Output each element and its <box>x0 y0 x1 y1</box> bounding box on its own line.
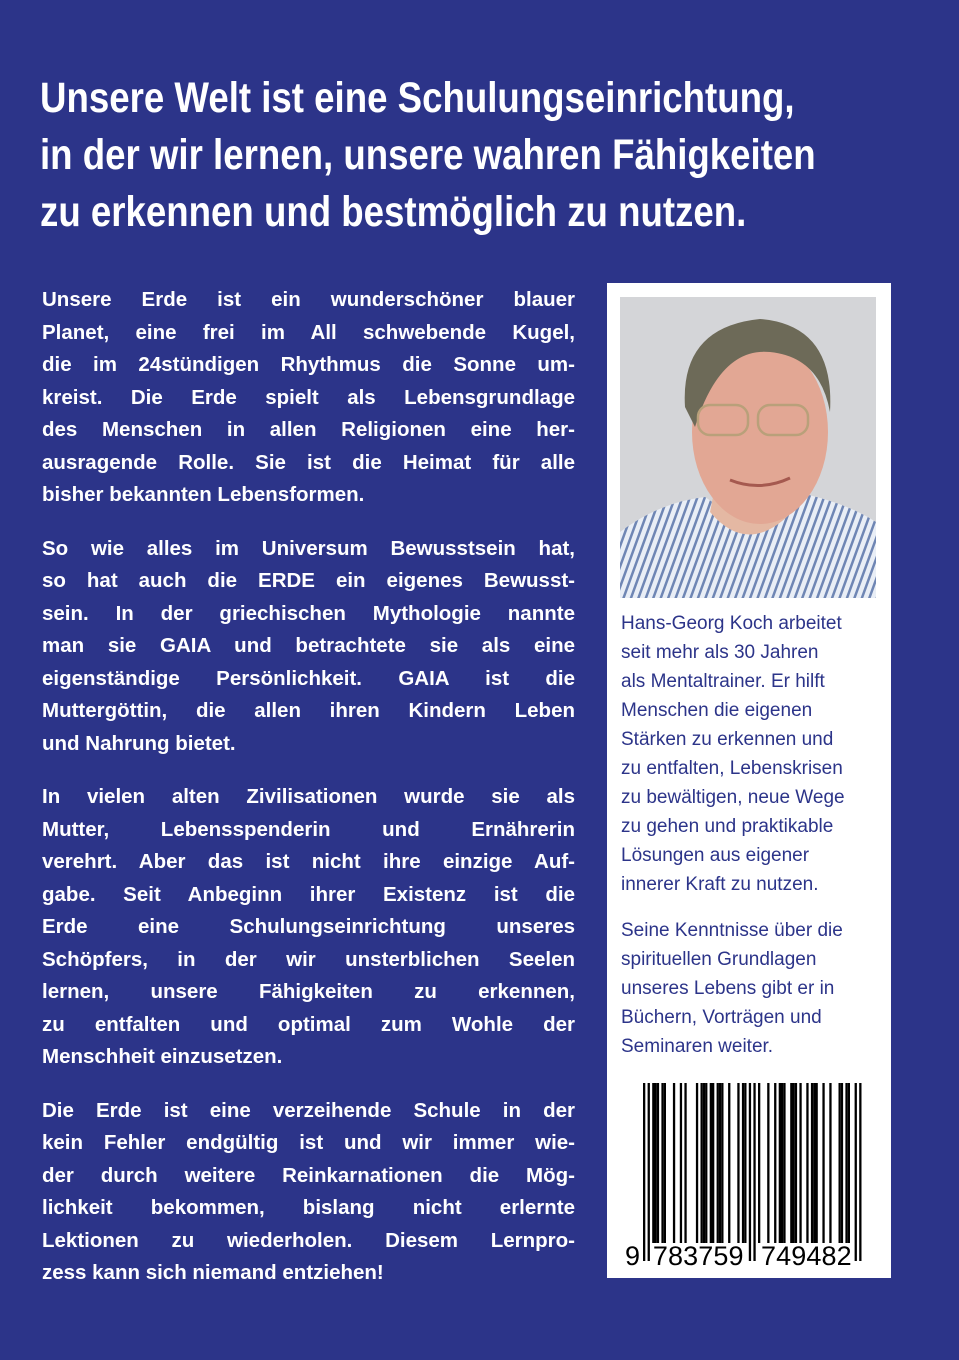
body-line: kein Fehler endgültig ist und wir immer wie- <box>42 1131 575 1154</box>
body-line: lernen, unsere Fähigkeiten zu erkennen, <box>42 980 575 1003</box>
barcode-bar <box>811 1083 813 1243</box>
barcode-bar <box>816 1083 818 1243</box>
body-line: lichkeit bekommen, bislang nicht erlernte <box>42 1196 575 1219</box>
barcode-bar <box>790 1083 792 1243</box>
author-bio <box>621 609 845 1078</box>
body-line: zu entfalten und optimal zum Wohle der <box>42 1012 575 1036</box>
bio-line: unseres Lebens gibt er in <box>621 978 835 999</box>
body-line: und Nahrung bietet. <box>42 731 236 755</box>
isbn-barcode <box>621 1083 877 1273</box>
bio-line: zu entfalten, Lebenskrisen <box>621 758 843 779</box>
body-line: bisher bekannten Lebensformen. <box>42 483 365 506</box>
barcode-bar <box>848 1083 850 1243</box>
body-text <box>42 284 575 1311</box>
bio-line: innerer Kraft zu nutzen. <box>621 874 819 895</box>
bio-paragraph <box>621 916 845 1061</box>
barcode-bar <box>652 1083 654 1243</box>
bio-line: Lösungen aus eigener <box>621 845 810 866</box>
isbn-digits: 783759 <box>652 1241 744 1271</box>
barcode-bar <box>744 1083 746 1243</box>
body-line: eigenständige Persönlichkeit. GAIA ist die <box>42 666 575 690</box>
barcode-bar <box>684 1083 686 1243</box>
barcode-bar <box>655 1083 657 1243</box>
body-line: Mutter, Lebensspenderin und Ernährerin <box>42 817 575 841</box>
body-line: Planet, eine frei im All schwebende Kugel, <box>42 320 575 344</box>
body-paragraph <box>42 1095 575 1290</box>
barcode-bar <box>779 1083 781 1243</box>
barcode-bar <box>728 1083 730 1243</box>
body-line: verehrt. Aber das ist nicht ihre einzige Auf- <box>42 850 575 873</box>
barcode-bar <box>845 1083 847 1243</box>
bio-line: als Mentaltrainer. Er hilft <box>621 671 825 692</box>
body-paragraph <box>42 284 575 512</box>
author-panel <box>607 283 891 1278</box>
bio-line: Seminaren weiter. <box>621 1036 774 1057</box>
bio-line: seit mehr als 30 Jahren <box>621 642 819 663</box>
headline <box>40 70 892 241</box>
body-line: der durch weitere Reinkarnationen die Mög- <box>42 1163 575 1187</box>
body-line: des Menschen in allen Religionen eine her- <box>42 418 575 441</box>
barcode-bar <box>793 1083 795 1243</box>
body-line: Schöpfers, in der wir unsterblichen Seelen <box>42 947 575 971</box>
body-line: sein. In der griechischen Mythologie nannte <box>42 601 575 625</box>
body-line: die im 24stündigen Rhythmus die Sonne um- <box>42 353 575 376</box>
body-line: So wie alles im Universum Bewusstsein hat, <box>42 536 575 560</box>
bio-line: spirituellen Grundlagen <box>621 949 817 970</box>
bio-paragraph <box>621 609 845 899</box>
barcode-bar <box>829 1083 831 1243</box>
barcode-bar <box>813 1083 815 1243</box>
barcode-bar <box>643 1083 645 1261</box>
body-line: Menschheit einzusetzen. <box>42 1045 283 1068</box>
barcode-bar <box>806 1083 808 1243</box>
barcode-bar <box>855 1083 857 1261</box>
barcode-bar <box>710 1083 712 1243</box>
bio-line: zu bewältigen, neue Wege <box>621 787 845 808</box>
barcode-bar <box>758 1083 760 1243</box>
barcode-bar <box>841 1083 843 1243</box>
barcode-bar <box>767 1083 769 1243</box>
body-line: gabe. Seit Anbeginn ihrer Existenz ist die <box>42 882 575 906</box>
barcode-bar <box>680 1083 682 1243</box>
body-line: In vielen alten Zivilisationen wurde sie als <box>42 785 575 808</box>
barcode-bar <box>742 1083 744 1243</box>
bio-line: Hans-Georg Koch arbeitet <box>621 613 842 634</box>
barcode-bar <box>721 1083 723 1243</box>
barcode-bar <box>719 1083 721 1243</box>
barcode-bar <box>799 1083 801 1243</box>
barcode-bar <box>783 1083 785 1243</box>
bio-line: zu gehen und praktikable <box>621 816 834 837</box>
bio-line: Stärken zu erkennen und <box>621 729 834 750</box>
barcode-bar <box>839 1083 841 1243</box>
barcode-bar <box>705 1083 707 1243</box>
bio-line: Menschen die eigenen <box>621 700 813 721</box>
body-line: Unsere Erde ist ein wunderschöner blauer <box>42 288 575 311</box>
barcode-bar <box>749 1083 751 1261</box>
barcode-bar <box>753 1083 755 1261</box>
barcode-bar <box>703 1083 705 1243</box>
barcode-bar <box>781 1083 783 1243</box>
barcode-bar <box>822 1083 824 1243</box>
isbn-digits: 9 <box>625 1241 641 1271</box>
barcode-bar <box>795 1083 797 1243</box>
headline-line: zu erkennen und bestmöglich zu nutzen. <box>40 188 747 236</box>
body-line: Die Erde ist eine verzeihende Schule in der <box>42 1098 575 1122</box>
author-photo <box>620 297 876 598</box>
body-paragraph <box>42 781 575 1074</box>
body-line: Erde eine Schulungseinrichtung unseres <box>42 915 575 938</box>
body-line: kreist. Die Erde spielt als Lebensgrundlage <box>42 385 575 409</box>
headline-line: Unsere Welt ist eine Schulungseinrichtung, <box>40 74 795 122</box>
barcode-bar <box>701 1083 703 1243</box>
body-line: man sie GAIA und betrachtete sie als eine <box>42 634 575 657</box>
barcode-bar <box>648 1083 650 1261</box>
body-paragraph <box>42 533 575 761</box>
barcode-bar <box>737 1083 739 1243</box>
barcode-bar <box>664 1083 666 1243</box>
barcode-bar <box>696 1083 698 1243</box>
barcode-bar <box>774 1083 776 1243</box>
bio-line: Büchern, Vorträgen und <box>621 1007 822 1028</box>
barcode-bar <box>661 1083 663 1243</box>
barcode-bar <box>673 1083 675 1243</box>
barcode-bar <box>717 1083 719 1243</box>
headline-line: in der wir lernen, unsere wahren Fähigkeiten <box>40 131 816 179</box>
isbn-digits: 749482 <box>761 1241 852 1271</box>
barcode-bar <box>859 1083 861 1261</box>
bio-line: Seine Kenntnisse über die <box>621 920 843 941</box>
body-line: ausragende Rolle. Sie ist die Heimat für alle <box>42 450 575 474</box>
body-line: Lektionen zu wiederholen. Diesem Lernpro- <box>42 1228 575 1252</box>
body-line: zess kann sich niemand entziehen! <box>42 1261 384 1284</box>
body-line: so hat auch die ERDE ein eigenes Bewusst- <box>42 569 575 592</box>
body-line: Muttergöttin, die allen ihren Kindern Leben <box>42 699 575 722</box>
barcode-bar <box>657 1083 659 1243</box>
barcode-bar <box>712 1083 714 1243</box>
